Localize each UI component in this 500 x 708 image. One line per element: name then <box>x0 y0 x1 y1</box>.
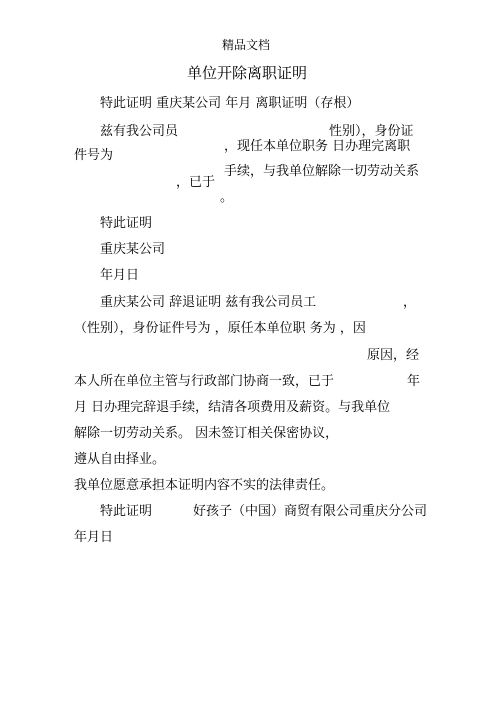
resignation-line-2: （性别），身份证件号为 ，原任本单位职 务为 ，因 <box>74 321 366 336</box>
stub-line-2a: 兹有我公司员 <box>100 124 179 139</box>
stub-company: 重庆某公司 <box>100 242 166 257</box>
resignation-line-6: 解除一切劳动关系。 因未签订相关保密协议， <box>74 426 339 441</box>
stub-line-4b: 手续，与我单位解除一切劳动关系 <box>224 164 420 179</box>
document-header: 精品文档 <box>222 38 271 52</box>
resignation-company: 好孩子（中国）商贸有限公司重庆分公司 <box>193 504 428 519</box>
resignation-line-1a: 重庆某公司 辞退证明 兹有我公司员工 <box>100 295 317 310</box>
resignation-date: 年月日 <box>74 530 114 545</box>
resignation-line-1b: ， <box>403 295 417 310</box>
stub-certification: 特此证明 <box>100 216 153 231</box>
stub-line-3b: ，现任本单位职务 日办理完离职 <box>224 139 411 154</box>
stub-date: 年月日 <box>100 268 140 283</box>
resignation-line-3: 原因，经 <box>367 348 420 363</box>
resignation-line-4a: 本人所在单位主管与行政部门协商一致，已于 <box>74 374 335 389</box>
resignation-line-8: 我单位愿意承担本证明内容不实的法律责任。 <box>74 478 335 493</box>
stub-line-2b: 性别），身份证 <box>329 124 414 139</box>
stub-line-3a: 件号为 <box>74 148 114 163</box>
stub-line-1: 特此证明 重庆某公司 年月 离职证明（存根） <box>100 96 360 111</box>
resignation-line-7: 遵从自由择业。 <box>74 452 166 467</box>
stub-line-5: 。 <box>220 190 234 205</box>
stub-line-4a: ，已于 <box>176 175 216 190</box>
resignation-certification: 特此证明 <box>100 504 153 519</box>
resignation-line-5: 月 日办理完辞退手续，结清各项费用及薪资。与我单位 <box>74 400 391 415</box>
document-title: 单位开除离职证明 <box>187 64 308 82</box>
resignation-line-4b: 年 <box>407 374 421 389</box>
